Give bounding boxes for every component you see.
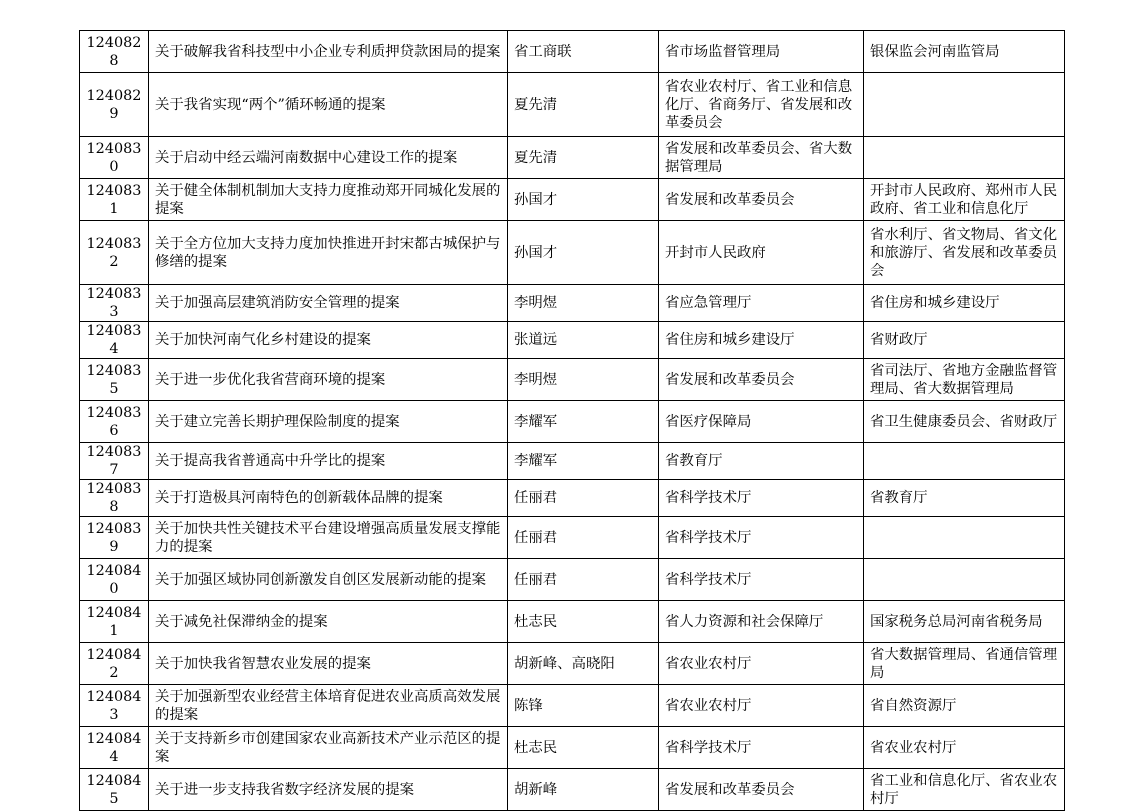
table-row [80,643,1065,685]
proposal-table-body [80,31,1065,811]
proposal-title-cell: 关于支持新乡市创建国家农业高新技术产业示范区的提案 [149,727,508,769]
proposal-id-cell: 1240845 [80,769,149,811]
lead-unit-cell: 省发展和改革委员会 [659,359,864,401]
table-row [80,137,1065,179]
table-row [80,443,1065,480]
co-unit-cell [864,517,1065,559]
proposer-cell: 任丽君 [508,517,659,559]
proposer-cell: 胡新峰 [508,769,659,811]
co-unit-cell: 省农业农村厅 [864,727,1065,769]
table-row [80,285,1065,322]
proposal-table [79,30,1065,811]
table-row [80,179,1065,221]
proposal-title-cell: 关于启动中经云端河南数据中心建设工作的提案 [149,137,508,179]
proposer-cell: 陈锋 [508,685,659,727]
proposer-cell: 省工商联 [508,31,659,73]
co-unit-cell: 省住房和城乡建设厅 [864,285,1065,322]
table-row [80,359,1065,401]
proposal-id-cell: 1240833 [80,285,149,322]
lead-unit-cell: 省科学技术厅 [659,517,864,559]
lead-unit-cell: 开封市人民政府 [659,221,864,285]
proposer-cell: 张道远 [508,322,659,359]
lead-unit-cell: 省科学技术厅 [659,727,864,769]
co-unit-cell: 省卫生健康委员会、省财政厅 [864,401,1065,443]
proposal-title-cell: 关于减免社保滞纳金的提案 [149,601,508,643]
table-row [80,401,1065,443]
proposal-title-cell: 关于进一步支持我省数字经济发展的提案 [149,769,508,811]
proposal-title-cell: 关于全方位加大支持力度加快推进开封宋都古城保护与修缮的提案 [149,221,508,285]
proposal-title-cell: 关于建立完善长期护理保险制度的提案 [149,401,508,443]
proposal-title-cell: 关于加强新型农业经营主体培育促进农业高质高效发展的提案 [149,685,508,727]
lead-unit-cell: 省医疗保障局 [659,401,864,443]
proposal-id-cell: 1240837 [80,443,149,480]
co-unit-cell [864,137,1065,179]
lead-unit-cell: 省科学技术厅 [659,480,864,517]
proposal-title-cell: 关于打造极具河南特色的创新载体品牌的提案 [149,480,508,517]
proposal-title-cell: 关于加强高层建筑消防安全管理的提案 [149,285,508,322]
proposal-title-cell: 关于我省实现“两个”循环畅通的提案 [149,73,508,137]
proposer-cell: 李明煜 [508,285,659,322]
proposal-id-cell: 1240835 [80,359,149,401]
proposer-cell: 李明煜 [508,359,659,401]
lead-unit-cell: 省农业农村厅 [659,685,864,727]
proposer-cell: 孙国才 [508,221,659,285]
co-unit-cell: 银保监会河南监管局 [864,31,1065,73]
proposal-id-cell: 1240838 [80,480,149,517]
proposal-id-cell: 1240828 [80,31,149,73]
proposal-id-cell: 1240844 [80,727,149,769]
co-unit-cell: 省财政厅 [864,322,1065,359]
lead-unit-cell: 省应急管理厅 [659,285,864,322]
co-unit-cell: 省自然资源厅 [864,685,1065,727]
table-row [80,685,1065,727]
lead-unit-cell: 省教育厅 [659,443,864,480]
proposal-title-cell: 关于破解我省科技型中小企业专利质押贷款困局的提案 [149,31,508,73]
proposal-id-cell: 1240841 [80,601,149,643]
table-row [80,31,1065,73]
table-row [80,769,1065,811]
proposal-id-cell: 1240834 [80,322,149,359]
proposer-cell: 任丽君 [508,559,659,601]
proposal-id-cell: 1240829 [80,73,149,137]
proposal-id-cell: 1240842 [80,643,149,685]
proposal-title-cell: 关于加快我省智慧农业发展的提案 [149,643,508,685]
lead-unit-cell: 省农业农村厅 [659,643,864,685]
co-unit-cell: 省水利厅、省文物局、省文化和旅游厅、省发展和改革委员会 [864,221,1065,285]
proposal-title-cell: 关于加快河南气化乡村建设的提案 [149,322,508,359]
proposal-title-cell: 关于进一步优化我省营商环境的提案 [149,359,508,401]
proposal-id-cell: 1240831 [80,179,149,221]
proposal-id-cell: 1240843 [80,685,149,727]
lead-unit-cell: 省发展和改革委员会、省大数据管理局 [659,137,864,179]
proposal-id-cell: 1240839 [80,517,149,559]
proposal-title-cell: 关于提高我省普通高中升学比的提案 [149,443,508,480]
table-row [80,480,1065,517]
lead-unit-cell: 省住房和城乡建设厅 [659,322,864,359]
co-unit-cell: 省大数据管理局、省通信管理局 [864,643,1065,685]
co-unit-cell [864,559,1065,601]
co-unit-cell [864,73,1065,137]
lead-unit-cell: 省发展和改革委员会 [659,179,864,221]
proposal-id-cell: 1240836 [80,401,149,443]
proposer-cell: 李耀军 [508,401,659,443]
lead-unit-cell: 省发展和改革委员会 [659,769,864,811]
proposer-cell: 夏先清 [508,137,659,179]
proposal-id-cell: 1240832 [80,221,149,285]
proposer-cell: 杜志民 [508,727,659,769]
lead-unit-cell: 省科学技术厅 [659,559,864,601]
table-row [80,727,1065,769]
lead-unit-cell: 省农业农村厅、省工业和信息化厅、省商务厅、省发展和改革委员会 [659,73,864,137]
co-unit-cell: 国家税务总局河南省税务局 [864,601,1065,643]
co-unit-cell: 开封市人民政府、郑州市人民政府、省工业和信息化厅 [864,179,1065,221]
proposal-title-cell: 关于健全体制机制加大支持力度推动郑开同城化发展的提案 [149,179,508,221]
lead-unit-cell: 省人力资源和社会保障厅 [659,601,864,643]
proposal-id-cell: 1240830 [80,137,149,179]
proposer-cell: 李耀军 [508,443,659,480]
table-row [80,73,1065,137]
co-unit-cell: 省工业和信息化厅、省农业农村厅 [864,769,1065,811]
proposer-cell: 胡新峰、高晓阳 [508,643,659,685]
table-row [80,601,1065,643]
table-row [80,517,1065,559]
table-row [80,559,1065,601]
proposer-cell: 杜志民 [508,601,659,643]
proposal-title-cell: 关于加强区域协同创新激发自创区发展新动能的提案 [149,559,508,601]
proposal-id-cell: 1240840 [80,559,149,601]
co-unit-cell [864,443,1065,480]
co-unit-cell: 省司法厅、省地方金融监督管理局、省大数据管理局 [864,359,1065,401]
proposer-cell: 夏先清 [508,73,659,137]
co-unit-cell: 省教育厅 [864,480,1065,517]
proposal-title-cell: 关于加快共性关键技术平台建设增强高质量发展支撑能力的提案 [149,517,508,559]
table-row [80,221,1065,285]
proposer-cell: 孙国才 [508,179,659,221]
proposer-cell: 任丽君 [508,480,659,517]
table-row [80,322,1065,359]
lead-unit-cell: 省市场监督管理局 [659,31,864,73]
